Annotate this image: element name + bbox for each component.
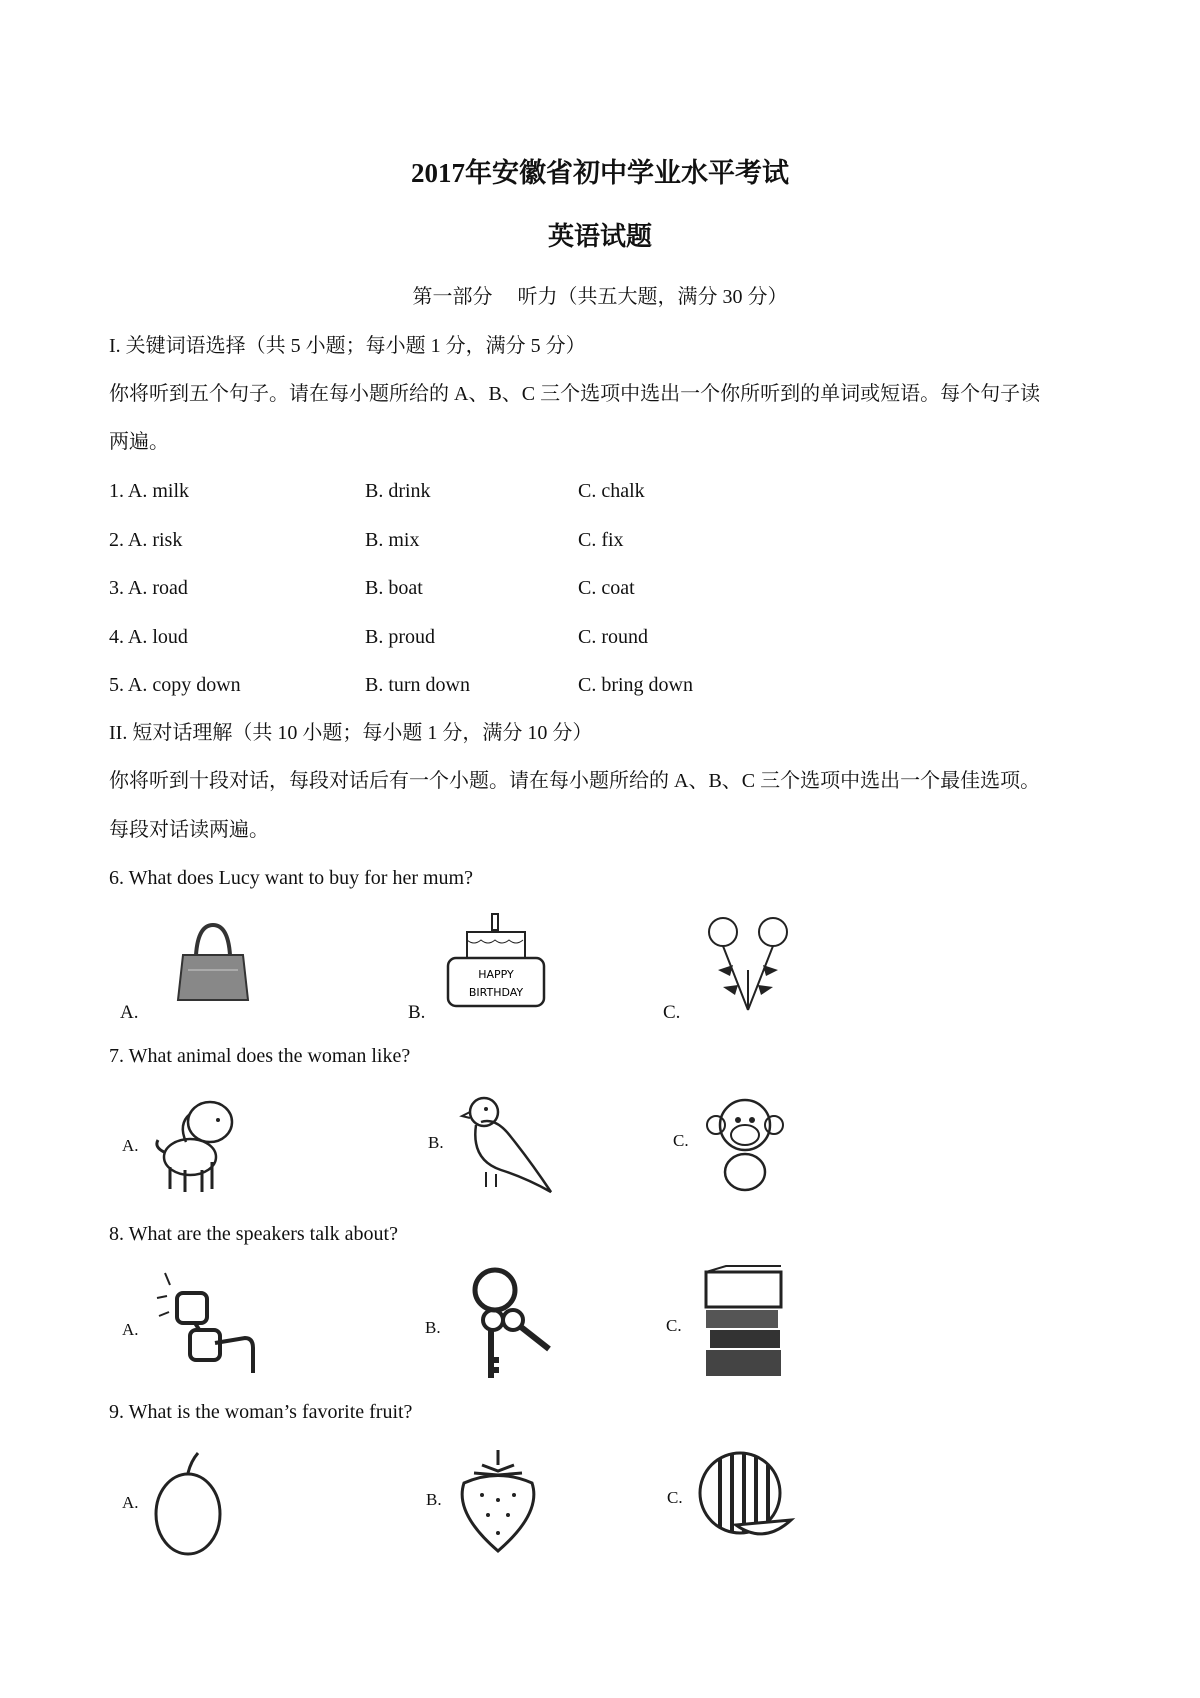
books-icon [698, 1262, 786, 1380]
question-6: 6. What does Lucy want to buy for her mum? [109, 867, 473, 889]
q9-label-b: B. [426, 1490, 442, 1509]
q7-label-a: A. [122, 1136, 139, 1155]
exam-subtitle: 英语试题 [547, 222, 652, 251]
q9-label-c: C. [667, 1488, 683, 1507]
option-c: C. round [578, 626, 648, 648]
option-a: 1. A. milk [109, 480, 190, 502]
option-c: C. chalk [578, 480, 645, 502]
part-heading: 第一部分 听力（共五大题，满分 30 分） [412, 286, 788, 308]
q7-label-b: B. [428, 1133, 444, 1152]
option-b: B. mix [365, 529, 420, 551]
q7-label-c: C. [673, 1131, 689, 1150]
question-8: 8. What are the speakers talk about? [109, 1223, 398, 1245]
plum-icon [152, 1448, 224, 1556]
exam-title: 2017年安徽省初中学业水平考试 [411, 158, 789, 188]
q8-label-b: B. [425, 1318, 441, 1337]
option-b: B. proud [365, 626, 435, 648]
question-9: 9. What is the woman’s favorite fruit? [109, 1401, 413, 1423]
option-a: 4. A. loud [109, 626, 188, 648]
watermelon-icon [696, 1445, 796, 1555]
section2-instructions: 你将听到十段对话，每段对话后有一个小题。请在每小题所给的 A、B、C 三个选项中选出一个最佳选项。 [109, 770, 1041, 792]
strawberry-icon [452, 1445, 544, 1555]
glasses-icon [155, 1268, 265, 1380]
section1-instructions: 你将听到五个句子。请在每小题所给的 A、B、C 三个选项中选出一个你所听到的单词或短语。每个句子读 [109, 383, 1041, 405]
section1-instructions-cont: 两遍。 [109, 431, 169, 453]
option-a: 3. A. road [109, 577, 188, 599]
rose-icon [698, 910, 798, 1015]
option-c: C. fix [578, 529, 624, 551]
section2-heading: II. 短对话理解（共 10 小题；每小题 1 分，满分 10 分） [109, 722, 593, 744]
bird-icon [456, 1090, 561, 1195]
svg-text:HAPPY: HAPPY [478, 968, 514, 981]
keys-icon [455, 1265, 555, 1383]
question-7: 7. What animal does the woman like? [109, 1045, 411, 1067]
option-b: B. turn down [365, 674, 470, 696]
q9-label-a: A. [122, 1493, 139, 1512]
option-c: C. coat [578, 577, 635, 599]
monkey-icon [700, 1090, 790, 1195]
option-a: 5. A. copy down [109, 674, 241, 696]
q6-label-a: A. [120, 1002, 139, 1023]
svg-text:BIRTHDAY: BIRTHDAY [468, 986, 524, 999]
option-b: B. drink [365, 480, 431, 502]
q6-label-b: B. [408, 1002, 426, 1023]
handbag-icon [168, 920, 258, 1005]
q8-label-c: C. [666, 1316, 682, 1335]
option-a: 2. A. risk [109, 529, 183, 551]
option-b: B. boat [365, 577, 423, 599]
birthday-cake-icon [442, 910, 550, 1010]
dog-icon [150, 1092, 250, 1197]
option-c: C. bring down [578, 674, 693, 696]
q6-label-c: C. [663, 1002, 681, 1023]
section1-heading: I. 关键词语选择（共 5 小题；每小题 1 分，满分 5 分） [109, 335, 586, 357]
q8-label-a: A. [122, 1320, 139, 1339]
section2-instructions-cont: 每段对话读两遍。 [109, 819, 269, 841]
